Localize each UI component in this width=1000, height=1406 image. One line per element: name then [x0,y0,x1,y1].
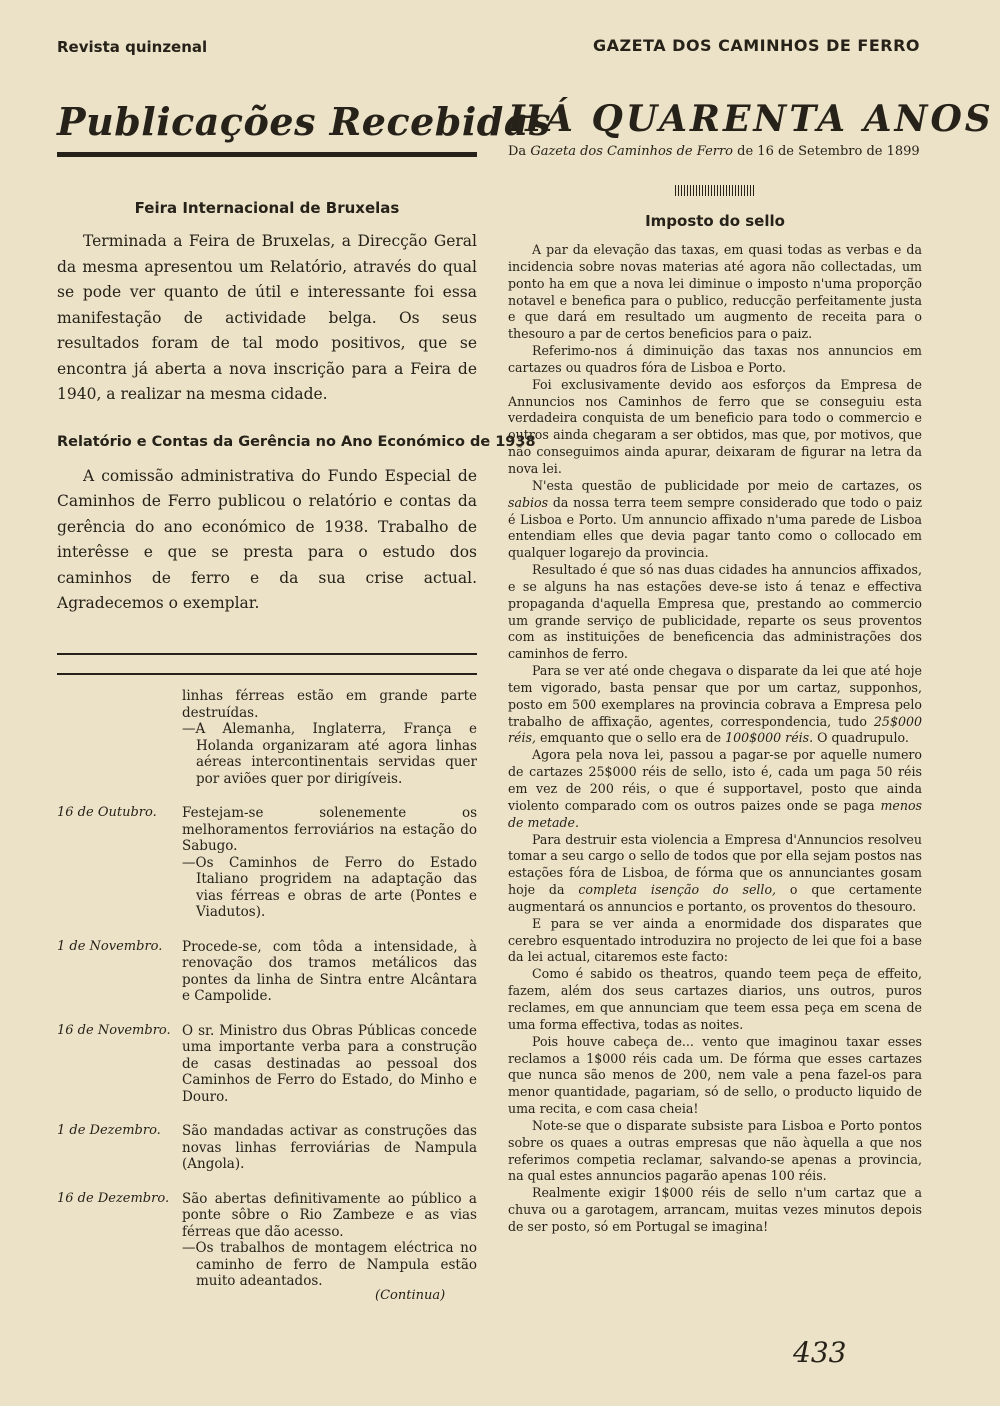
chronology-entry [57,1123,477,1173]
emphasis: completa isenção do sello, [578,882,777,898]
ha-quarenta-anos-title: HÁ QUARENTA ANOS [508,98,994,140]
entry-line: São mandadas activar as construções das novas linhas ferroviárias de Nampula (Angola). [182,1123,477,1172]
source-journal: Gazeta dos Caminhos de Ferro [530,144,734,159]
entry-line: —Os trabalhos de montagem eléctrica no caminho de ferro de Nampula estão muito adeantados. [182,1240,477,1289]
text-run: Para se ver até onde chegava o disparate da lei que até hoje tem vigorado, basta pensar que por um cartaz, supponhos, posto em 500 exemplares na provincia cobrava a Empresa pelo trabalho de affixação, agentes, correspondencia, tudo [508,663,922,729]
paragraph-feira: Terminada a Feira de Bruxelas, a Direcção Geral da mesma apresentou um Relatório, através do qual se pode ver quanto de útil e interessante foi essa manifestação de actividade belga. Os seus resultados foram de tal modo positivos, que se encontra já aberta a nova inscrição para a Feira de 1940, a realizar na mesma cidade. [57,232,477,403]
entry-date: 1 de Dezembro. [57,1123,161,1138]
text-run: Agora pela nova lei, passou a pagar-se por aquelle numero de cartazes 25$000 réis de sello, isto é, cada um paga 50 réis em vez de 200 réis, o que é supportavel, posto que ainda violento comparado com os outros paizes onde se paga [508,747,922,813]
section-heading-relatorio: Relatório e Contas da Gerência no Ano Económico de 1938 [57,433,536,450]
entry-line: linhas férreas estão em grande parte destruídas. [182,688,477,721]
section-heading-feira: Feira Internacional de Bruxelas [134,199,400,217]
entry-text [182,1123,477,1173]
continua-note: (Continua) [375,1288,446,1303]
chronology-entry [57,805,477,921]
text-run: N'esta questão de publicidade por meio de cartazes, os [532,477,922,493]
page-number: 433 [793,1336,847,1369]
source-date: de 16 de Setembro de 1899 [733,144,920,159]
paragraph [508,478,922,562]
paragraph: A par da elevação das taxas, em quasi todas as verbas e da incidencia sobre novas materias até agora não collectadas, um ponto ha em que a nova lei diminue o imposto n'uma proporção notavel e benefica para o publico, reducção perfeitamente justa e que dará em resultado um augmento de receita para o thesouro a par de certos beneficios para o paiz. [508,242,922,342]
entry-line: —A Alemanha, Inglaterra, França e Holanda organizaram até agora linhas aéreas intercontinentais servidas quer por aviões quer por dirigíveis. [182,721,477,787]
source-line [508,144,922,159]
chronology-entry [57,939,477,1005]
paragraph: Resultado é que só nas duas cidades ha annuncios affixados, e se alguns ha nas estações deve-se isto á tenaz e effectiva propaganda d'aquella Empresa que, prestando ao commercio um grande serviço de publicidade, reparte os seus proventos com as instituições de beneficencia das administrações dos caminhos de ferro. [508,562,922,662]
paragraph: Referimo-nos á diminuição das taxas nos annuncios em cartazes ou quadros fóra de Lisboa e Porto. [508,343,922,375]
entry-line: Festejam-se solenemente os melhoramentos ferroviários na estação do Sabugo. [182,805,477,854]
entry-line: São abertas definitivamente ao público a ponte sôbre o Rio Zambeze e as vias férreas que dão acesso. [182,1190,477,1240]
text-run: o que certamente augmentará os annuncios e portanto, os proventos do thesouro. [508,882,922,914]
entry-text [182,939,477,1005]
entry-text [182,805,477,921]
entry-date: 1 de Novembro. [57,938,163,954]
text-run: O quadrupulo. [813,730,909,746]
right-column [508,96,994,1236]
section-divider [57,653,477,675]
entry-date: 16 de Dezembro. [57,1190,170,1206]
source-prefix: Da [508,144,531,159]
entry-line: O sr. Ministro dus Obras Públicas concede uma importante verba para a construção de casas destinadas ao pessoal dos Caminhos de Ferro do Estado, do Minho e Douro. [182,1022,477,1105]
emphasis: sabios [508,494,549,510]
paragraph: E para se ver ainda a enormidade dos disparates que cerebro esquentado introduzira no projecto de lei que foi a base da lei actual, citaremos este facto: [508,915,922,965]
chronology-list [57,688,477,1308]
emphasis: 25$000 réis, [508,713,922,746]
publicacoes-title: Publicações Recebidas [57,99,551,144]
entry-date [57,688,182,787]
running-header-right: GAZETA DOS CAMINHOS DE FERRO [592,36,920,55]
chronology-entry [57,1191,477,1290]
entry-text [182,1023,477,1106]
entry-text [182,688,477,787]
entry-line: Procede-se, com tôda a intensidade, à renovação dos tramos metálicos das pontes da linha de Sintra entre Alcântara e Campolide. [182,938,477,1004]
running-header-left: Revista quinzenal [57,38,208,56]
entry-date: 16 de Outubro. [57,805,157,820]
chronology-entry [57,1023,477,1106]
paragraph [508,663,922,747]
paragraph [508,747,922,831]
chronology-entry [57,688,477,787]
title-rule [57,152,477,157]
paragraph: Note-se que o disparate subsiste para Lisboa e Porto pontos sobre os quaes a outras empresas que não àquella a que nos referimos competia reclamar, salvando-se apenas a provincia, na qual estes annuncios pagarão apenas 100 réis. [508,1117,922,1184]
emphasis: 100$000 réis. [725,730,814,746]
ornament-divider [675,185,755,196]
text-run: emquanto que o sello era de [535,730,726,746]
text-run: da nossa terra teem sempre considerado que todo o paiz é Lisboa e Porto. Um annuncio affixado n'uma parede de Lisboa entendiam elles que devia pagar tanto como o collocado em qualquer logarejo da provincia. [508,494,922,561]
paragraph-relatorio: A comissão administrativa do Fundo Especial de Caminhos de Ferro publicou o relatório e contas da gerência do ano económico de 1938. Trabalho de interêsse e que se presta para o estudo dos caminhos de ferro e da sua crise actual. Agradecemos o exemplar. [57,466,477,612]
emphasis: menos de metade. [508,797,922,830]
paragraph: Como é sabido os theatros, quando teem peça de effeito, fazem, além dos seus cartazes diarios, uns outros, puros reclames, em que annunciam que teem essa peça em scena de uma forma effectiva, todas as noites. [508,966,922,1032]
text-run: Para destruir esta violencia a Empresa d'Annuncios resolveu tomar a seu cargo o sello de todos que por ella sejam postos nas estações fóra de Lisboa, de fórma que os annunciantes gosam hoje da [508,831,922,898]
section-heading-imposto: Imposto do sello [645,212,785,230]
paragraph: Pois houve cabeça de... vento que imaginou taxar esses reclamos a 1$000 réis cada um. De fórma que esses cartazes que nunca são menos de 200, nem vale a pena fazel-os para menor quantidade, pagariam, só de sello, o producto liquido de uma recita, e com casa cheia! [508,1033,922,1117]
paragraph: Foi exclusivamente devido aos esforços da Empresa de Annuncios nos Caminhos de ferro que se conseguiu esta verdadeira conquista de um beneficio para todo o commercio e outros ainda chegaram a ser obtidos, mas que, por motivos, que não conseguimos ainda apurar, deixaram de figurar na letra da nova lei. [508,376,922,476]
entry-line: —Os Caminhos de Ferro do Estado Italiano progridem na adaptação das vias férreas e obras de arte (Pontes e Viadutos). [182,854,477,920]
entry-text [182,1191,477,1290]
paragraph: Realmente exigir 1$000 réis de sello n'um cartaz que a chuva ou a garotagem, arrancam, muitas vezes minutos depois de ser posto, só em Portugal se imagina! [508,1185,922,1234]
paragraph [508,832,922,916]
entry-date: 16 de Novembro. [57,1022,171,1038]
